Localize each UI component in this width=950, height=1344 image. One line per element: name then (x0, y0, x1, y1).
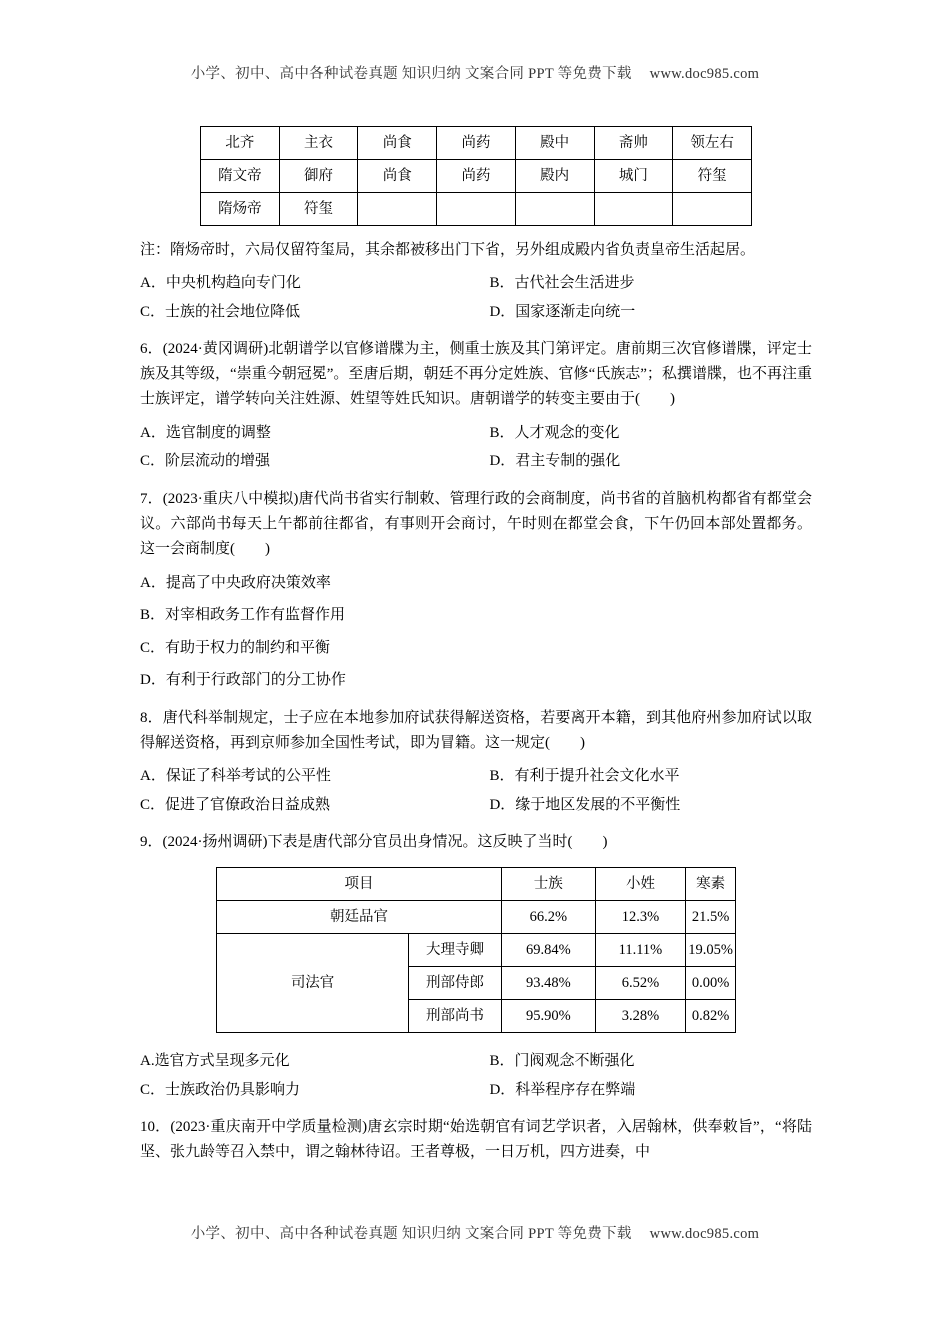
watermark-url: www.doc985.com (649, 1226, 760, 1242)
table-cell: 21.5% (686, 901, 736, 934)
table-cell-group-label: 司法官 (217, 934, 409, 1033)
question-7-options (140, 569, 812, 695)
table-cell (594, 193, 673, 226)
option-d[interactable]: D．缘于地区发展的不平衡性 (489, 796, 681, 813)
watermark-top (0, 62, 950, 83)
table-cell: 城门 (594, 160, 673, 193)
watermark-text: 小学、初中、高中各种试卷真题 知识归纳 文案合同 PPT 等免费下载 (190, 1226, 632, 1242)
option-row (140, 791, 812, 820)
question-8-options (140, 762, 812, 819)
option-b[interactable]: B．古代社会生活进步 (489, 275, 635, 292)
option-c[interactable]: C．士族的社会地位降低 (140, 303, 301, 320)
option-row (140, 269, 812, 298)
table-header-cell: 小姓 (595, 868, 686, 901)
table-cell: 尚食 (358, 127, 437, 160)
table-official-origins-wrap (216, 867, 736, 1033)
watermark-text: 小学、初中、高中各种试卷真题 知识归纳 文案合同 PPT 等免费下载 (190, 66, 632, 82)
table-cell: 69.84% (501, 934, 595, 967)
table-cell: 66.2% (501, 901, 595, 934)
question-9-text: 9．(2024·扬州调研)下表是唐代部分官员出身情况。这反映了当时( ) (140, 834, 608, 851)
table-cell: 0.00% (686, 967, 736, 1000)
question-9-options (140, 1047, 812, 1104)
table-header-cell: 寒素 (686, 868, 736, 901)
table-cell: 北齐 (201, 127, 280, 160)
table-cell-sub: 刑部侍郎 (409, 967, 502, 1000)
table-header-cell: 士族 (501, 868, 595, 901)
question-7-text: 7．(2023·重庆八中模拟)唐代尚书省实行制敕、管理行政的会商制度，尚书省的首脑机构都省有都堂会议。六部尚书每天上午都前往都省，有事则开会商讨，午时则在都堂会食，下午仍回本部处置都务。这一会商制度( ) (140, 490, 812, 557)
table-cell: 符玺 (673, 160, 752, 193)
table-cell-sub: 刑部尚书 (409, 1000, 502, 1033)
table-cell: 尚药 (437, 127, 516, 160)
table-cell: 御府 (279, 160, 358, 193)
option-a[interactable]: A．中央机构趋向专门化 (140, 275, 301, 292)
option-row (140, 419, 812, 448)
option-row (140, 1047, 812, 1076)
option-row (140, 447, 812, 476)
option-row (140, 762, 812, 791)
table-cell: 尚药 (437, 160, 516, 193)
watermark-bottom (0, 1222, 950, 1243)
option-d[interactable]: D．科举程序存在弊端 (489, 1081, 636, 1098)
option-row (140, 1076, 812, 1105)
table-cell: 11.11% (595, 934, 686, 967)
table-cell-label: 朝廷品官 (217, 901, 502, 934)
table-cell (358, 193, 437, 226)
table-cell: 12.3% (595, 901, 686, 934)
question-6-text: 6．(2024·黄冈调研)北朝谱学以官修谱牒为主，侧重士族及其门第评定。唐前期三次官修谱牒，评定士族及其等级，“崇重今朝冠冕”。至唐后期，朝廷不再分定姓族、官修“氏族志”；私撰谱牒，也不再注重士族评定，谱学转向关注姓源、姓望等姓氏知识。唐朝谱学的转变主要由于( ) (140, 341, 812, 408)
question-5-options (140, 269, 812, 326)
table-cell: 19.05% (686, 934, 736, 967)
table-cell: 95.90% (501, 1000, 595, 1033)
option-b[interactable]: B．门阀观念不断强化 (489, 1053, 635, 1070)
table-cell: 尚食 (358, 160, 437, 193)
option-a[interactable]: A．保证了科举考试的公平性 (140, 768, 331, 785)
option-c[interactable]: C．士族政治仍具影响力 (140, 1081, 301, 1098)
table-cell (437, 193, 516, 226)
table-row (201, 160, 752, 193)
option-a[interactable]: A.选官方式呈现多元化 (140, 1053, 290, 1070)
option-c[interactable]: C．促进了官僚政治日益成熟 (140, 796, 331, 813)
table-cell: 斋帅 (594, 127, 673, 160)
table-header-cell: 项目 (217, 868, 502, 901)
table-cell: 殿中 (515, 127, 594, 160)
table-cell: 符玺 (279, 193, 358, 226)
option-b[interactable]: B．人才观念的变化 (489, 424, 620, 441)
option-a[interactable]: A．提高了中央政府决策效率 (140, 574, 331, 591)
document-content (140, 126, 812, 1165)
table-cell: 0.82% (686, 1000, 736, 1033)
table-cell: 隋炀帝 (201, 193, 280, 226)
option-a[interactable]: A．选官制度的调整 (140, 424, 271, 441)
table-cell-sub: 大理寺卿 (409, 934, 502, 967)
option-d[interactable]: D．有利于行政部门的分工协作 (140, 672, 346, 689)
watermark-url: www.doc985.com (649, 66, 760, 82)
table-cell: 隋文帝 (201, 160, 280, 193)
table-cell: 6.52% (595, 967, 686, 1000)
table-cell: 3.28% (595, 1000, 686, 1033)
table-row (201, 193, 752, 226)
question-6-options (140, 419, 812, 476)
table-header-row (217, 868, 736, 901)
table-cell: 领左右 (673, 127, 752, 160)
table-cell: 主衣 (279, 127, 358, 160)
table-cell: 殿内 (515, 160, 594, 193)
option-row (140, 298, 812, 327)
option-b[interactable]: B．对宰相政务工作有监督作用 (140, 607, 346, 624)
table-row (217, 934, 736, 967)
question-8-text: 8．唐代科举制规定，士子应在本地参加府试获得解送资格，若要离开本籍，到其他府州参加府试以取得解送资格，再到京师参加全国性考试，即为冒籍。这一规定( ) (140, 709, 812, 751)
option-b[interactable]: B．有利于提升社会文化水平 (489, 768, 680, 785)
table-row (201, 127, 752, 160)
table-cell: 93.48% (501, 967, 595, 1000)
table-cell (673, 193, 752, 226)
option-c[interactable]: C．阶层流动的增强 (140, 453, 271, 470)
table-cell (515, 193, 594, 226)
table-official-origins (216, 867, 736, 1033)
option-c[interactable]: C．有助于权力的制约和平衡 (140, 639, 331, 656)
option-d[interactable]: D．国家逐渐走向统一 (489, 303, 636, 320)
table-row (217, 901, 736, 934)
option-d[interactable]: D．君主专制的强化 (489, 453, 621, 470)
question-10-text: 10．(2023·重庆南开中学质量检测)唐玄宗时期“始选朝官有词艺学识者，入居翰林，供奉敕旨”，“将陆坚、张九龄等召入禁中，谓之翰林待诏。王者尊极，一日万机，四方进奏，中 (140, 1119, 812, 1161)
table-note: 注：隋炀帝时，六局仅留符玺局，其余都被移出门下省，另外组成殿内省负责皇帝生活起居。 (140, 242, 756, 258)
table-six-bureaus (200, 126, 752, 226)
